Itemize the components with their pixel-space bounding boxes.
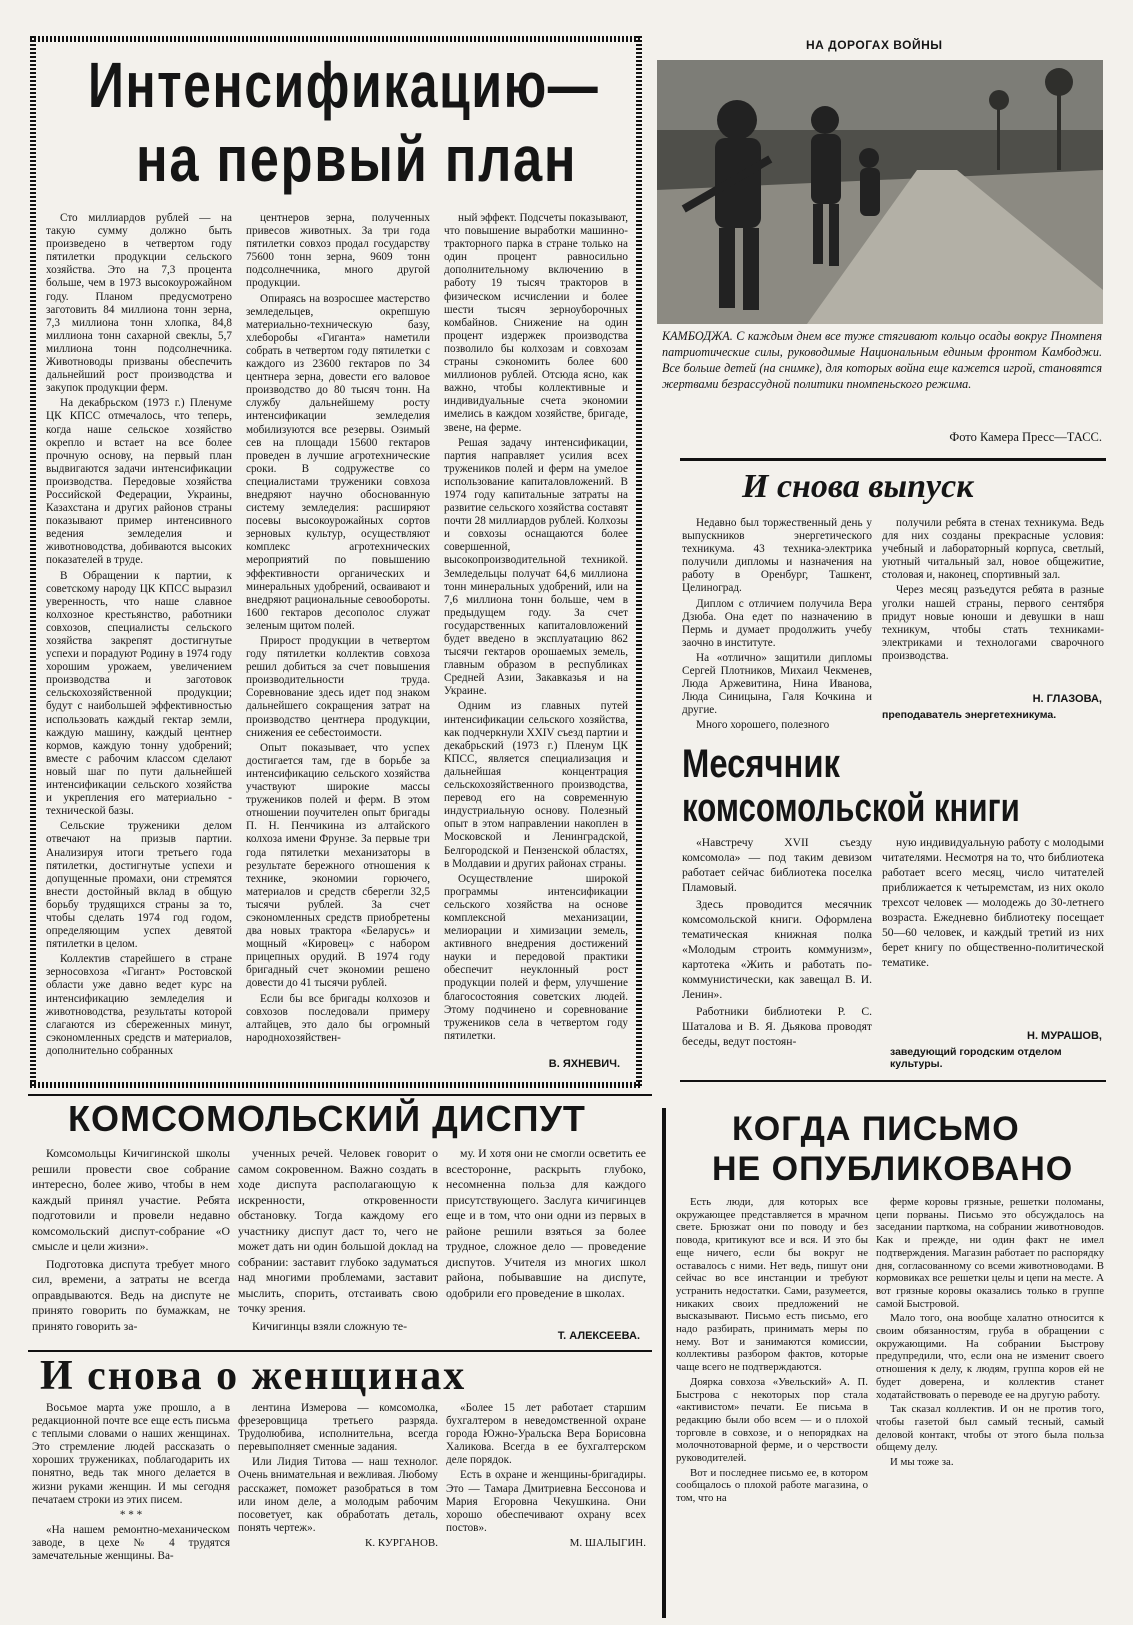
article6-paragraph: Доярка совхоза «Увельский» А. П. Быстрова с некоторых пор стала «активистом» печати. Ее письма в редакцию были обо всем — и о плохой торговле в совхозе, и о непорядках на молочнотоварной ферме, и о черствости руководителей. <box>676 1375 868 1465</box>
article4-column-1 <box>32 1146 230 1336</box>
article4-title: КОМСОМОЛЬСКИЙ ДИСПУТ <box>68 1098 586 1139</box>
article1-paragraph: Одним из главных путей интенсификации сельского хозяйства, как подчеркнули XXIV съезд партии и декабрьский (1973 г.) Пленум ЦК КПСС, является специализация и дальнейшая концентрация сельскохозяйственного производства, перевод его на современную индустриальную основу. Полезный опыт в этом направлении накоплен в Московской и Ленинградской, Белгородской и Пензенской областях, в Молдавии и других районах страны. <box>444 700 628 870</box>
article1-paragraph: Осуществление широкой программы интенсификации сельского хозяйства на основе комплексной механизации, мелиорации и химизации земель, активного внедрения достижений науки и передовой практики обеспечит неуклонный рост продукции полей и ферм, улучшение благосостояния советских людей. Этому подчинено и соревнование тружеников села в четвертом году пятилетки. <box>444 872 628 1042</box>
article3-column-1 <box>682 835 872 1051</box>
article6-paragraph: Мало того, она вообще халатно относится к своим обязанностям, груба в обращении с окружающими. На собрании Быстрову предупредили, что, если она не изменит своего отношения к делу, к людям, группа коров ей не будет доверена, и коллектив станет ходатайствовать о переводе ее на другую работу. <box>876 1312 1104 1401</box>
article4-paragraph: Подготовка диспута требует много сил, времени, а затраты не всегда оправдываются. Ведь на диспуте не принято говорить по бумажкам, не принято говорить за- <box>32 1256 230 1333</box>
article5-signature: М. ШАЛЫГИН. <box>569 1536 646 1549</box>
soldiers-photo-illustration <box>657 60 1103 324</box>
divider-rule <box>680 1080 1106 1082</box>
article3-title-line1: Месячник <box>682 742 840 786</box>
article3-signature: Н. МУРАШОВ, <box>1027 1030 1102 1042</box>
article1-border-top <box>30 36 642 42</box>
article6-paragraph: ферме коровы грязные, решетки поломаны, цепи порваны. Письмо это обсуждалось на заседании парткома, на собрании животноводов. Как и прежде, ни один факт не имел подтверждения. Магазин работает по распорядку дня, согласованному со всеми животноводами. В кормовиках все решетки целы и цепи на месте. А вот грязные коровы оказались только в группе самой Быстровой. <box>876 1196 1104 1310</box>
article6-paragraph: Так сказал коллектив. И он не против того, чтобы газетой был самый тесный, самый деловой контакт, чтобы от этого была польза общему делу. <box>876 1403 1104 1454</box>
article6-title-line2: НЕ ОПУБЛИКОВАНО <box>712 1150 1074 1188</box>
article5-paragraph: «Более 15 лет работает старшим бухгалтером в неведомственной охране города Южно-Уральска Вера Борисовна Халикова. Всегда в ее бухгалтерском деле порядок. <box>446 1402 646 1467</box>
article1-paragraph: Опыт показывает, что успех достигается там, где в борьбе за интенсификацию сельского хозяйства участвуют широкие массы тружеников полей и ферм. В этом отношении поучителен опыт бригады П. Н. Пенчикина из алтайского колхоза имени Фрунзе. За первые три года пятилетки механизаторы в результате бережного отношения к технике, экономии горючего, материалов и средств сберегли 32,5 тысячи рублей. За счет сэкономленных средств приобретены два новых трактора «Беларусь» и мощный «Кировец» с набором прицепных орудий. В 1974 году бригадный счет экономии решено довести до 41 тысячи рублей. <box>246 741 430 990</box>
article3-paragraph: Здесь проводится месячник комсомольской книги. Оформлена тематическая книжная полка «Молодым строить коммунизм», картотека «Жить и работать по-коммунистически, как завещал В. И. Ленин». <box>682 898 872 1001</box>
article4-paragraph: Комсомольцы Кичигинской школы решили провести свое собрание интересно, более живо, чтобы в нем каждый принял участие. Ребята подготовили и провели недавно комсомольский диспут-собрание «О смысле и цели жизни». <box>32 1146 230 1253</box>
article1-paragraph: ный эффект. Подсчеты показывают, что повышение выработки машинно-тракторного парка в стране только на один процент равносильно дополнительному включению в работу 19 тысяч тракторов в физическом исчислении и более шести тысяч зерноуборочных комбайнов. Снижение на один процент издержек производства позволило бы колхозам и совхозам страны сэкономить более 600 миллионов рублей. Отсюда ясно, как важно, чтобы коллективные и индивидуальные счета экономии имелись в каждом хозяйстве, бригаде, звене, на ферме. <box>444 212 628 434</box>
article1-headline <box>40 48 630 198</box>
article1-paragraph: Если бы все бригады колхозов и совхозов последовали примеру алтайцев, это дало бы огромный народнохозяйствен- <box>246 992 430 1044</box>
article4-column-2 <box>238 1146 438 1336</box>
section-label: НА ДОРОГАХ ВОЙНЫ <box>806 38 943 52</box>
article5-signature: К. КУРГАНОВ. <box>365 1536 438 1549</box>
article5-paragraph: лентина Измерова — комсомолка, фрезеровщица третьего разряда. Трудолюбива, исполнительна, всегда перевыполняет сменные задания. <box>238 1402 438 1454</box>
article1-column-2 <box>246 212 430 1047</box>
article1-paragraph: Сельские труженики делом отвечают на призыв партии. Анализируя итоги третьего года пятилетки, достигнутые успехи и допущенные промахи, они стремятся внести достойный вклад в общую борьбу трудящихся страны за то, чтобы сделать 1974 год годом, определяющим успех девятой пятилетки в целом. <box>46 820 232 951</box>
article3-author-role: заведующий городским отделом культуры. <box>890 1046 1062 1070</box>
article1-paragraph: На декабрьском (1973 г.) Пленуме ЦК КПСС отмечалось, что теперь, когда наше сельское хозяйство окрепло и встает на все более прочную основу, на первый план выдвигаются задачи интенсификации производства. Передовые хозяйства Российской Федерации, Украины, Казахстана и других районов страны показывают пример интенсивного ведения земледелия и животноводства, добиваются высоких показателей в труде. <box>46 397 232 567</box>
article1-border-right <box>636 36 642 1088</box>
article5-title: И снова о женщинах <box>40 1353 467 1399</box>
article6-paragraph: Вот и последнее письмо ее, в котором сообщалось о плохой работе магазина, о том, что на <box>676 1466 868 1505</box>
article6-column-1 <box>676 1196 868 1507</box>
article3-paragraph: ную индивидуальную работу с молодыми читателями. Несмотря на то, что библиотека работает всего месяц, число читателей приближается к четыремстам, из них около трехсот человек — молодежь до 30-летнего возраста. Ежедневно библиотеку посещает 50—60 человек, и каждый третий из них берет книгу по общественно-политической тематике. <box>882 836 1104 969</box>
photo-caption: КАМБОДЖА. С каждым днем все туже стягивают кольцо осады вокруг Пномпеня патриотические силы, руководимые Национальным единым фронтом Камбоджи. Все больше детей (на снимке), для которых война еще кажется игрой, становятся жертвами безрассудной политики пномпеньского режима. <box>662 329 1102 391</box>
article2-paragraph: Через месяц разъедутся ребята в разные уголки нашей страны, первого сентября придут новые юноши и девушки в наш техникум, чтобы стать техниками-электриками и технологами сварочного производства. <box>882 584 1104 662</box>
article5-column-3 <box>446 1402 646 1552</box>
article4-paragraph: Кичигинцы взяли сложную те- <box>252 1318 408 1333</box>
article1-border-left <box>30 36 36 1088</box>
article3-paragraph: «Навстречу XVII съезду комсомола» — под таким девизом работает сейчас библиотека поселка Пламовый. <box>682 836 872 894</box>
article1-paragraph: Сто миллиардов рублей — на такую сумму должно быть произведено в четвертом году пятилетки продукции сельского хозяйства. Это на 7,3 процента больше, чем в 1973 высокоурожайном году. Планом предусмотрено заготовить 84 миллиона тонн зерна, 7,3 миллиона тонн хлопка, 84,8 миллиона тонн сахарной свеклы, 5,7 миллиона тонн подсолнечника. Животноводы призваны обеспечить дальнейший рост производства и закупок продукции ферм. <box>46 212 232 395</box>
article1-signature: В. ЯХНЕВИЧ. <box>548 1058 620 1070</box>
article3-paragraph: Работники библиотеки Р. С. Шаталова и В. Я. Дьякова проводят беседы, ведут постоян- <box>682 1005 872 1048</box>
article2-paragraph: Недавно был торжественный день у выпускников энергетического техникума. 43 техника-электрика получили дипломы и назначения на работу в Оренбург, Ташкент, Целиноград. <box>682 517 872 595</box>
article1-paragraph: В Обращении к партии, к советскому народу ЦК КПСС выразил уверенность, что наше славное колхозное крестьянство, работники совхозов, специалисты сельского хозяйства закрепят достигнутые успехи и порадуют Родину в 1974 году хорошим урожаем, увеличением производства и заготовок сельскохозяйственной продукции; будут с наибольшей эффективностью использовать каждый гектар земли, каждую машину, каждый центнер кормов, каждую тонну удобрений; вместе с рабочим классом сделают новый шаг по пути дальнейшей интенсификации сельского хозяйства и укрепления его материально - технической базы. <box>46 569 232 818</box>
article2-paragraph: Диплом с отличием получила Вера Дзюба. Она едет по назначению в Пермь и думает продолжить учебу заочно в институте. <box>682 597 872 649</box>
article2-title: И снова выпуск <box>742 468 974 505</box>
article4-paragraph: му. И хотя они не смогли осветить ее всесторонне, раскрыть глубоко, несомненна польза для каждого присутствующего. Заслуга кичигинцев еще и в том, что они одни из первых в районе решили взяться за более трудное, сложное дело — проведение диспутов. Учителя из многих школ района, побывавшие на диспуте, одобрили его проведение в школах. <box>446 1146 646 1300</box>
article5-paragraph: Есть в охране и женщины-бригадиры. Это — Тамара Дмитриевна Бессонова и Мария Егоровна Чекушкина. Они хорошо обеспечивают охрану всех постов». <box>446 1469 646 1534</box>
article2-paragraph: получили ребята в стенах техникума. Ведь для них созданы прекрасные условия: учебный и лабораторный корпуса, светлый, уютный читальный зал, новое общежитие, столовая и, наконец, спортивный зал. <box>882 517 1104 582</box>
article1-paragraph: Решая задачу интенсификации, партия направляет усилия всех тружеников полей и ферм на умелое использование капиталовложений. В 1974 году капитальные затраты на развитие сельского хозяйства составят почти 28 миллиардов рублей. Колхозы и совхозы оснащаются более совершенной, высокопроизводительной техникой. Земледельцы получат 64,6 миллиона тонн минеральных удобрений, или на 7,6 миллиона тонн больше, чем в предыдущем году. За счет государственных капиталовложений будет введено в эксплуатацию 862 тысячи гектаров орошаемых земель, главным образом в республиках Средней Азии, Закавказья и на Украине. <box>444 436 628 698</box>
photo-credit: Фото Камера Пресс—ТАСС. <box>949 430 1102 444</box>
article6-paragraph: И мы тоже за. <box>890 1456 954 1469</box>
article5-column-1 <box>32 1402 230 1565</box>
article1-paragraph: Опираясь на возросшее мастерство земледельцев, окрепшую материально-техническую базу, хлеборобы «Гиганта» наметили собрать в четвертом году пятилетки с каждого из 23600 гектаров по 34 центнера зерна, довести его валовое производство до 80 тысяч тонн. На службу дальнейшему росту интенсификации земледелия мобилизуются все резервы. Озимый сев на площади 15600 гектаров проведен в лучшие агротехнические сроки. В содружестве со специалистами труженики совхоза внедряют научно обоснованную систему земледелия: расширяют посевы высокоурожайных сортов зерновых культур, осуществляют комплекс агротехнических мероприятий по повышению эффективности органических и минеральных удобрений, осваивают и внедряют рациональные севообороты. 1600 гектаров десополос служат зеленым щитом полей. <box>246 292 430 632</box>
article1-paragraph: центнеров зерна, полученных привесов животных. За три года пятилетки совхоз продал государству 75600 тонн зерна, 9609 тонн подсолнечника, много другой продукции. <box>246 212 430 290</box>
article2-column-2 <box>882 517 1104 665</box>
article6-column-2 <box>876 1196 1104 1471</box>
article5-column-2 <box>238 1402 438 1552</box>
article4-column-3 <box>446 1146 646 1303</box>
article1-title-line2: на первый план <box>136 123 578 195</box>
article2-author-role: преподаватель энергетехникума. <box>882 709 1057 721</box>
article1-title-line1: Интенсификацию— <box>88 49 600 121</box>
article1-column-3 <box>444 212 628 1045</box>
article5-paragraph: Или Лидия Титова — наш технолог. Очень внимательная и вежливая. Любому расскажет, поможет разобраться в том или ином деле, а молодым рабочим посоветует, как обработать деталь, понять чертеж». <box>238 1456 438 1534</box>
article1-paragraph: Прирост продукции в четвертом году пятилетки коллектив совхоза решил добиться за счет повышения производительности труда. Соревнование здесь идет под знаком дальнейшего сокращения затрат на производство центнера продукции, снижения ее себестоимости. <box>246 635 430 739</box>
article4-paragraph: ученных речей. Человек говорит о самом сокровенном. Важно создать в ходе диспута располагающую к искренности, откровенности обстановку. Тогда каждому его участнику диспут даст то, чего не может дать ни один большой доклад на собрании: заставит глубоко задуматься над многими проблемами, заставит мыслить, спорить, отстаивать свою точку зрения. <box>238 1146 438 1315</box>
article3-column-2 <box>882 835 1104 972</box>
article1-paragraph: Коллектив старейшего в стране зерносовхоза «Гигант» Ростовской области уже давно ведет курс на интенсификацию земледелия и животноводства, результаты которой слагаются из сбереженных минут, сэкономленных средств и материалов, дополнительно собранных <box>46 953 232 1057</box>
divider-rule <box>680 458 1106 461</box>
article2-signature: Н. ГЛАЗОВА, <box>1032 693 1102 705</box>
article2-column-1 <box>682 517 872 735</box>
article1-column-1 <box>46 212 232 1060</box>
article4-signature: Т. АЛЕКСЕЕВА. <box>557 1330 640 1342</box>
article5-paragraph: «На нашем ремонтно-механическом заводе, в цехе № 4 трудятся замечательные женщины. Ва- <box>32 1523 230 1563</box>
article5-separator: * * * <box>119 1508 143 1521</box>
article6-title-line1: КОГДА ПИСЬМО <box>732 1110 1020 1148</box>
cambodia-photo <box>657 60 1103 324</box>
article1-border-bottom <box>30 1082 642 1088</box>
divider-rule <box>662 1108 666 1618</box>
article6-paragraph: Есть люди, для которых все окружающее представляется в мрачном свете. Брюзжат они по поводу и без повода, критикуют все и вся. И это бы еще ничего, если бы вокруг не оставалось с ними. Нет ведь, пишут они сейчас во все инстанции и требуют устранить недостатки. Сами, разумеется, никаких своих предложений не высказывают. Письмо есть письмо, его надо разбирать, принимать меры по нему. Вот и занимаются комиссии, коллективы разбором фактов, которые чаще всего не подтверждаются. <box>676 1196 868 1374</box>
divider-rule <box>28 1094 652 1096</box>
article2-paragraph: Много хорошего, полезного <box>696 719 830 732</box>
article5-paragraph: Восьмое марта уже прошло, а в редакционной почте все еще есть письма с теплыми словами о наших женщинах. Это стремление людей рассказать о хороших тружениках, поблагодарить их понятно, ведь так много делается в жизни руками женщин. И мы сегодня печатаем строки из этих писем. <box>32 1402 230 1506</box>
article2-paragraph: На «отлично» защитили дипломы Сергей Плотников, Михаил Чекменев, Люда Аржевитина, Нина Иванова, Люда Синицына, Галя Кочкина и другие. <box>682 651 872 717</box>
article3-title-line2: комсомольской книги <box>682 786 1020 830</box>
